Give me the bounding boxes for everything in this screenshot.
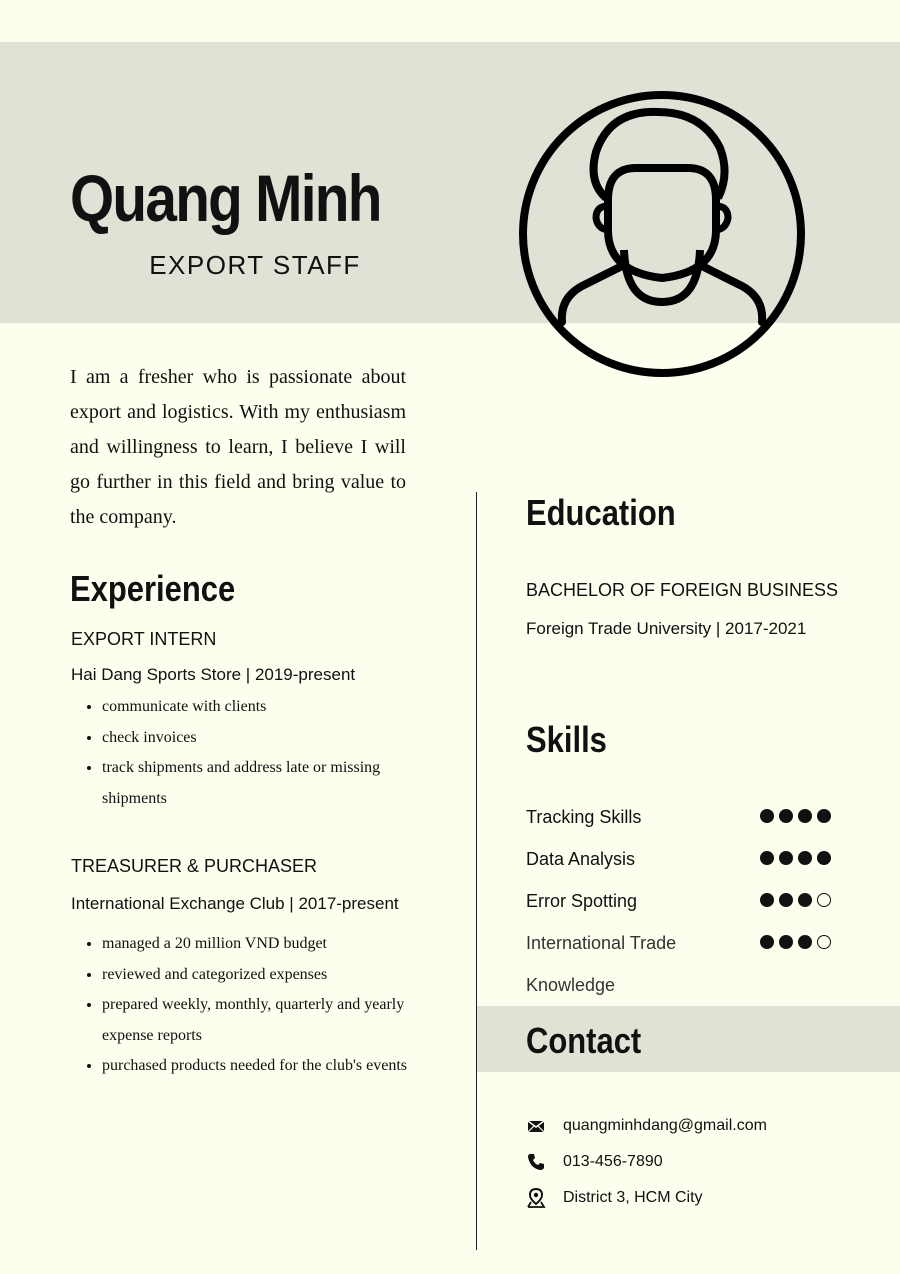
profile-summary: I am a fresher who is passionate about export and logistics. With my enthusiasm and willingness to learn, I believe I will go further in this field and bring value to the company. (70, 366, 406, 528)
education-heading: Education (526, 492, 676, 533)
list-item: • managed a 20 million VND budget (102, 929, 432, 960)
skill-rating (760, 851, 831, 867)
column-divider (476, 492, 477, 1250)
email-text[interactable]: quangminhdang@gmail.com (563, 1117, 767, 1134)
phone-text: 013-456-7890 (563, 1153, 663, 1170)
list-item: • prepared weekly, monthly, quarterly and yearly expense reports (102, 990, 432, 1051)
rating-dot-filled (760, 809, 774, 823)
skill-name: Data Analysis (526, 849, 636, 869)
list-item: • track shipments and address late or missing shipments (102, 753, 432, 814)
skill-rating (760, 893, 831, 909)
rating-dot-filled (798, 851, 812, 865)
contact-heading: Contact (526, 1020, 642, 1061)
rating-dot-filled (798, 935, 812, 949)
rating-dot-filled (779, 893, 793, 907)
skill-name: Error Spotting (526, 891, 638, 911)
candidate-role: EXPORT STAFF (149, 250, 361, 280)
job-title: TREASURER & PURCHASER (71, 856, 318, 876)
phone-icon (526, 1152, 546, 1172)
envelope-icon (526, 1116, 546, 1136)
rating-dot-filled (779, 809, 793, 823)
education-school: Foreign Trade University | 2017-2021 (526, 619, 807, 638)
skill-name: Tracking Skills (526, 807, 642, 827)
rating-dot-filled (760, 851, 774, 865)
rating-dot-filled (817, 809, 831, 823)
rating-dot-filled (760, 935, 774, 949)
job-meta: Hai Dang Sports Store | 2019-present (71, 665, 356, 684)
list-item: • reviewed and categorized expenses (102, 960, 432, 991)
skills-heading: Skills (526, 719, 607, 760)
education-degree: BACHELOR OF FOREIGN BUSINESS (526, 580, 839, 600)
location-pin-icon (526, 1188, 546, 1208)
address-text: District 3, HCM City (563, 1189, 703, 1206)
rating-dot-filled (798, 809, 812, 823)
rating-dot-empty (817, 893, 831, 907)
job-bullets (72, 692, 432, 814)
rating-dot-filled (779, 935, 793, 949)
job-bullets (72, 929, 432, 1082)
rating-dot-filled (760, 893, 774, 907)
list-item: • purchased products needed for the club's events (102, 1051, 432, 1082)
list-item: • communicate with clients (102, 692, 432, 723)
rating-dot-filled (798, 893, 812, 907)
skill-rating (760, 809, 831, 825)
candidate-name: Quang Minh (70, 161, 381, 235)
job-title: EXPORT INTERN (71, 629, 217, 649)
skill-rating (760, 935, 831, 951)
rating-dot-empty (817, 935, 831, 949)
rating-dot-filled (817, 851, 831, 865)
list-item: • check invoices (102, 723, 432, 754)
rating-dot-filled (779, 851, 793, 865)
avatar-icon (518, 90, 806, 378)
skill-name: International Trade Knowledge (526, 933, 677, 995)
experience-heading: Experience (70, 568, 236, 609)
job-meta: International Exchange Club | 2017-present (71, 894, 399, 913)
